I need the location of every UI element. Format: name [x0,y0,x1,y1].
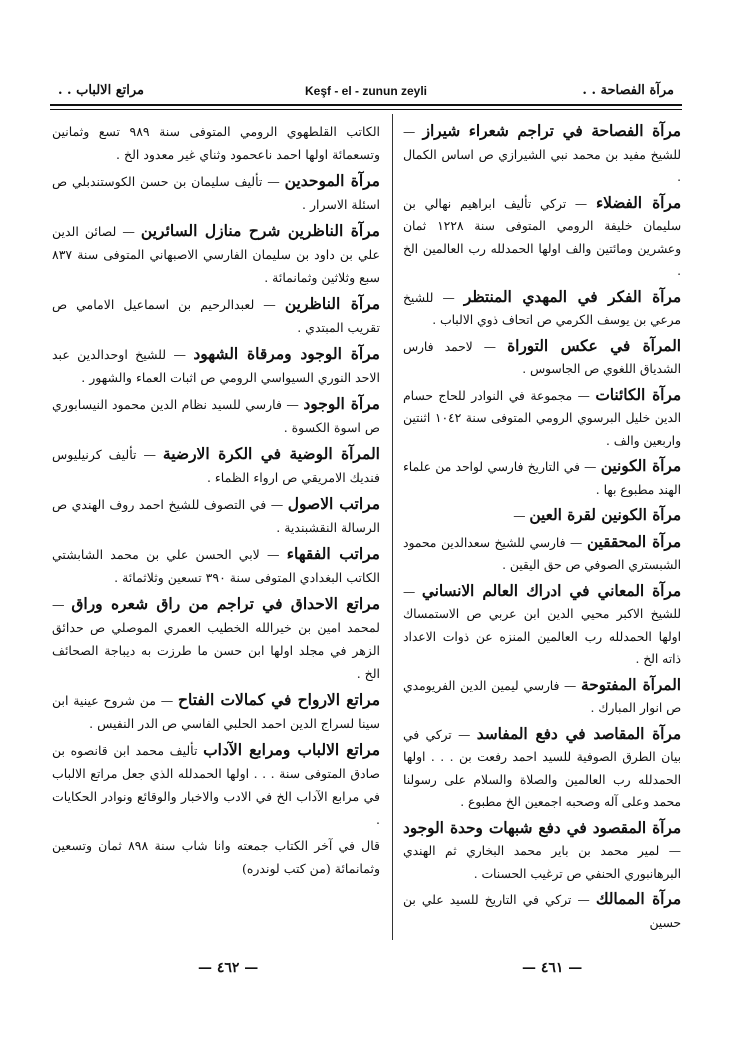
entry-title: مرآة الموحدين [284,171,380,190]
entry-title: مرآة الوجود [303,394,380,413]
entry-text: — لمير محمد بن باير محمد البخاري ثم الهندي البرهانبوري الحنفي ص ترغيب الحسنات . [403,844,681,881]
bibliography-entry [403,888,681,934]
entry-text: الكاتب القلطهوي الرومي المتوفى سنة ٩٨٩ تسع وثمانين وتسعمائة اولها احمد ناعحمود وثناي غير معدود الخ . [52,124,380,162]
bibliography-entry [403,504,681,528]
entry-title: مرآة الفكر في المهدي المنتظر [463,287,681,306]
bibliography-entry [52,169,380,216]
bibliography-entry [52,688,380,735]
running-header [58,83,674,103]
header-rule-top [50,104,682,106]
entry-text: — للشيخ اوحدالدين عبد الاحد النوري السيواسي الرومي ص اثبات العماء والشهور . [52,347,380,385]
entry-title: مراتع الارواح في كمالات الفتاح [177,690,380,709]
entry-title: المرآة المفتوحة [581,675,681,694]
entry-text: — في التصوف للشيخ احمد روف الهندي ص الرسالة النقشبندية . [52,497,380,535]
entry-title: مرآة الناظرين [284,294,381,313]
entry-title: مرآة الفصاحة في تراجم شعراء شيراز [422,122,681,140]
bibliography-entry [403,674,681,720]
entry-text: — لعبدالرحيم بن اسماعيل الامامي ص تقريب المبتدي . [52,297,380,335]
header-right-title: مرآة الفصاحة . . [582,83,674,98]
entry-text: — لمحمد امين بن خيرالله الخطيب العمري الموصلي ص حدائق الزهر في مجلد اولها ابن حسن ما طرزت به ديباجة الصحائف الخ . [52,597,380,681]
right-column [403,120,681,937]
left-column [52,120,380,883]
bibliography-entry [52,292,380,339]
header-center-title: Keşf - el - zunun zeyli [304,84,428,98]
entry-title: مرآة المعاني في ادراك العالم الانساني [421,581,681,600]
entry-text: — فارسي للشيخ سعدالدين محمود الشبستري الصوفي ص حق اليقين . [403,535,681,572]
page-number-right: — ٤٦١ — [522,960,583,976]
entry-text: — تركي في التاريخ للسيد علي بن حسين [403,893,681,930]
bibliography-entry [403,384,681,453]
entry-text: — تأليف كرنيليوس فنديك الامريقي ص ارواء الظماء . [52,447,380,485]
entry-title: مراتع الالباب ومرابع الآداب [203,740,380,759]
bibliography-entry [52,834,380,880]
entry-text: — في التاريخ فارسي لواحد من علماء الهند مطبوع بها . [403,460,681,497]
entry-title: مرآة الفضلاء [595,193,681,212]
bibliography-entry [52,592,380,685]
entry-title: مرآة الممالك [595,890,681,908]
bibliography-entry [403,580,681,671]
bibliography-entry [52,442,380,489]
entry-title: مرآة المقصود في دفع شبهات وحدة الوجود [403,818,681,837]
bibliography-entry [52,542,380,589]
bibliography-entry [403,120,681,189]
header-rule-bottom [50,109,682,110]
entry-title: مرآة الكونين [600,457,681,475]
entry-title: مرآة المحققين [586,532,681,551]
entry-text: — مجموعة في النوادر للحاج حسام الدين خليل البرسوي الرومي المتوفى سنة ١٠٤٢ اثنتين واربعين والف . [403,388,681,448]
bibliography-entry [52,738,380,831]
entry-text: — من شروح عينية ابن سينا لسراج الدين احمد الحلبي الفاسي ص الدر النفيس . [52,693,380,731]
entry-title: مرآة الكائنات [595,385,681,404]
entry-text: — تركي في بيان الطرق الصوفية للسيد احمد رفعت بن . . . اولها الحمدلله رب العالمين والصلاة والسلام على رسولنا محمد وعلى آله وصحبه اجمعين الخ مطبوع . [403,727,681,809]
entry-title: مراتب الاصول [287,494,380,513]
entry-text: تأليف محمد ابن قانصوه بن صادق المتوفى سنة . . . اولها الحمدلله الذي جعل مراتع الالباب في مرابع الآداب الخ في الادب والاخبار والوقائع ونوادر الحكايات . [52,743,380,827]
entry-text: — لابي الحسن علي بن محمد الشابشتي الكاتب البغدادي المتوفى سنة ٣٩٠ تسعين وثلاثمائة . [52,547,380,585]
entry-text: — فارسي للسيد نظام الدين محمود النيسابوري ص اسوة الكسوة . [52,397,380,435]
bibliography-entry [403,286,681,332]
entry-text: — للشيخ الاكبر محيي الدين ابن عربي ص الاستمساك اولها الحمدلله رب العالمين المنزه عن ذوات الاعداد ذاته الخ . [403,584,681,666]
entry-text: — لاحمد فارس الشدياق اللغوي ص الجاسوس . [403,339,681,376]
entry-title: مرآة الكونين لقرة العين [529,506,681,524]
bibliography-entry [52,342,380,389]
entry-title: مراتب الفقهاء [286,544,380,563]
bibliography-entry [52,120,380,166]
bibliography-entry [403,192,681,283]
bibliography-entry [403,335,681,381]
entry-title: المرآة الوضية في الكرة الارضية [162,444,380,463]
bibliography-entry [403,723,681,814]
bibliography-entry [52,492,380,539]
entry-title: المرآة في عكس التوراة [507,336,681,355]
entry-title: مرآة الناظرين شرح منازل السائرين [140,221,380,240]
entry-text: — [513,509,526,523]
entry-text: — تركي تأليف ابراهيم نهالي بن سليمان خليفة الرومي المتوفى سنة ١٢٢٨ ثمان وعشرين ومائتين والف اولها الحمدلله رب العالمين الخ . [403,196,681,278]
bibliography-entry [52,219,380,289]
page-number-left: — ٤٦٢ — [198,960,259,976]
entry-text: — لصائن الدين علي بن داود بن سليمان الفارسي الاصبهاني المتوفى سنة ٨٣٧ سبع وثلاثين وثمانمائة . [52,224,380,285]
entry-text: — فارسي ليمين الدين الفريومدي ص انوار المبارك . [403,678,681,715]
entry-text: — للشيخ مرعي بن يوسف الكرمي ص اتحاف ذوي الالباب . [403,290,681,327]
bibliography-entry [403,817,681,886]
bibliography-entry [403,531,681,577]
entry-title: مرآة المقاصد في دفع المفاسد [476,724,681,743]
bibliography-entry [52,392,380,439]
entry-text: قال في آخر الكتاب جمعته وانا شاب سنة ٨٩٨ ثمان وتسعين وثمانمائة (من كتب لوندره) [52,838,381,876]
entry-title: مراتع الاحداق في تراجم من راق شعره وراق [71,594,380,613]
entry-text: — تأليف سليمان بن حسن الكوستندبلي ص اسئلة الاسرار . [52,174,380,212]
entry-text: — للشيخ مفيد بن محمد نبي الشيرازي ص اساس الكمال . [403,125,681,184]
header-left-title: مراتع الالباب . . [58,83,145,98]
bibliography-entry [403,455,681,501]
entry-title: مرآة الوجود ومرقاة الشهود [193,344,380,363]
column-divider [392,114,393,940]
